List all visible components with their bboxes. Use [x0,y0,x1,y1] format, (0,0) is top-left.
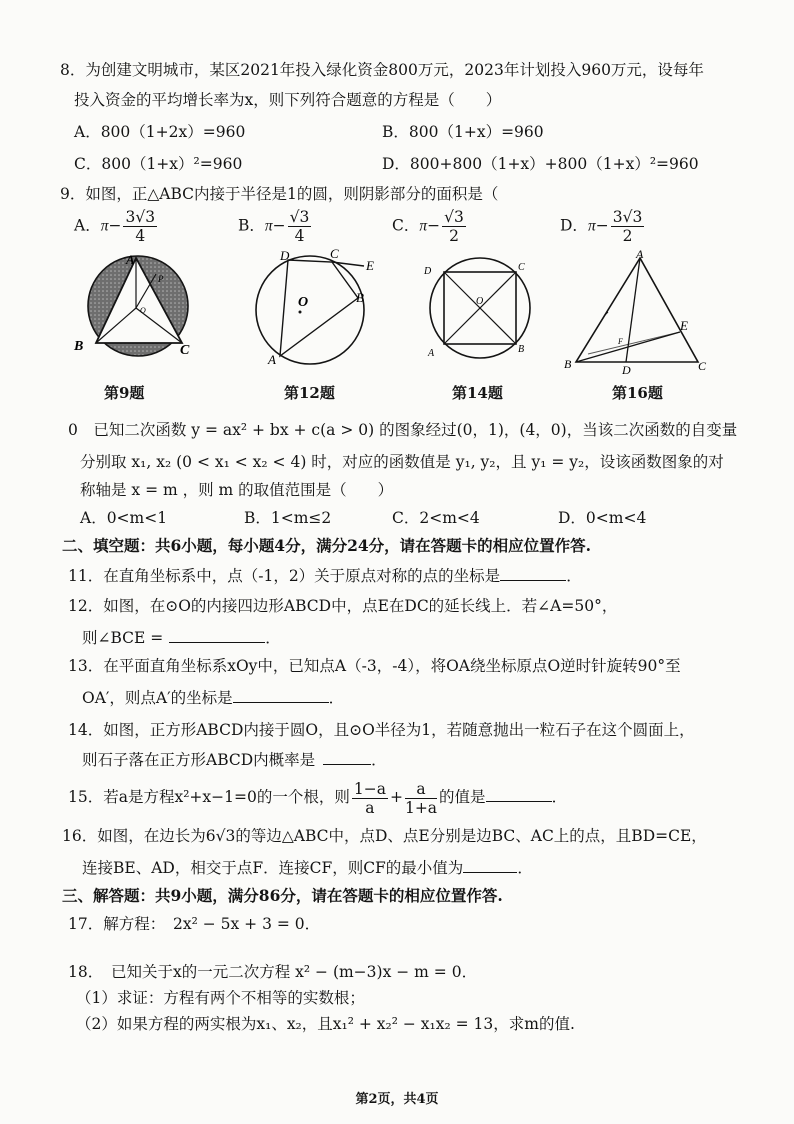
q12-text: 则∠BCE = [82,629,164,647]
section-3-heading: 三、解答题：共9小题，满分86分，请在答题卡的相应位置作答. [62,886,503,905]
q11-period: ． [566,567,582,585]
figure-9-caption: 第9题 [104,384,145,402]
q8-stem-line2: 投入资金的平均增长率为x，则下列符合题意的方程是（ ） [74,91,502,109]
q10-option-a: A．0<m<1 [80,509,168,527]
q16-line2 [82,856,533,878]
q14-period: ． [371,751,387,769]
fig16-label-a: A [636,250,644,261]
q9-option-c-label: C． [392,216,420,235]
fig9-label-p: P [158,274,164,284]
fig12-label-b: B [356,290,364,305]
q14-answer-blank [323,748,371,765]
q16-period: ． [517,859,533,877]
fig12-label-a: A [268,352,276,367]
fraction-numerator: 3√3 [125,208,156,226]
q13-answer-blank [233,686,329,703]
q12-period: ． [265,629,281,647]
fraction-denominator: 4 [294,227,305,245]
q8-option-c: C．800（1+x）²=960 [74,155,243,173]
fig16-label-e: E [680,318,688,333]
fig12-circle [256,256,364,364]
fig16-label-c: C [698,359,707,373]
minus-sign: − [272,216,286,235]
q10-stem-line3: 称轴是 x = m ，则 m 的取值范围是（ ） [80,481,394,499]
fraction-denominator: 2 [622,227,633,245]
fraction-denominator: 1+a [404,798,438,817]
q13-line1: 13．在平面直角坐标系xOy中，已知点A（-3，-4），将OA绕坐标原点O逆时针旋转90°至 [68,657,681,675]
fraction-numerator: 1−a [353,779,386,798]
q18-part1: （1）求证：方程有两个不相等的实数根； [76,989,365,1007]
q8-option-a: A．800（1+2x）=960 [74,123,246,141]
fraction-denominator: a [365,798,375,817]
page-footer: 第2页，共4页 [355,1092,439,1107]
q16-line1: 16．如图，在边长为6√3的等边△ABC中，点D、点E分别是边BC、AC上的点，且BD=CE， [62,827,707,845]
q9-option-a-label: A． [74,216,101,235]
fig14-label-b: B [518,344,525,355]
figure-16-caption: 第16题 [612,384,663,402]
figure-14-caption: 第14题 [452,384,503,402]
minus-sign: − [108,216,122,235]
section-2-heading: 二、填空题：共6小题，每小题4分，满分24分，请在答题卡的相应位置作答. [62,536,592,555]
fig16-label-f: F [618,337,623,346]
fraction-denominator: 4 [135,227,146,245]
q8-option-d: D．800+800（1+x）+800（1+x）²=960 [382,155,699,173]
minus-sign: − [595,216,609,235]
q10-option-b: B．1<m≤2 [244,509,332,527]
q12-line2 [82,626,281,648]
q15-text: 15．若a是方程x²+x−1=0的一个根，则 [68,788,350,806]
q15-text-end: 的值是 [439,788,486,806]
figure-12 [244,248,384,372]
q10-option-c: C．2<m<4 [392,509,480,527]
fig16-triangle [576,258,698,362]
q11-text: 11．在直角坐标系中，点（-1，2）关于原点对称的点的坐标是 [68,567,501,585]
q14-line2 [82,748,387,770]
q12-answer-blank [169,626,265,643]
q18-line1: 18． 已知关于x的一元二次方程 x² − (m−3)x − m = 0． [68,963,478,981]
q9-option-d [560,208,646,245]
fig12-label-e: E [366,258,374,273]
q9-stem: 9．如图，正△ABC内接于半径是1的圆，则阴影部分的面积是（ [60,185,499,203]
fig14-label-d: D [424,266,432,277]
plus-sign: + [389,788,403,806]
pi-symbol: π [419,217,428,235]
fraction-denominator: 2 [449,227,459,245]
q15-fraction-1 [352,780,388,817]
q13-period: ． [328,689,345,707]
fig12-label-c: C [330,248,339,261]
fig14-label-a: A [428,348,435,359]
fraction-numerator: a [405,780,437,799]
fig14-label-c: C [518,262,525,273]
fig16-label-b: B [564,357,572,371]
q9-option-c [392,208,468,245]
q13-text: OA′，则点A′的坐标是 [82,689,233,707]
q18-part2: （2）如果方程的两实根为x₁、x₂，且x₁² + x₂² − x₁x₂ = 13，求m的值. [76,1015,575,1033]
q17: 17．解方程： 2x² − 5x + 3 = 0． [68,915,321,933]
fig9-label-b: B [74,339,84,354]
q8-option-b: B．800（1+x）=960 [382,123,544,141]
figure-14 [418,254,542,366]
q9-option-a [74,208,159,245]
figure-12-caption: 第12题 [284,384,335,402]
q15-answer-blank [486,785,552,802]
q10-option-d: D．0<m<4 [558,509,647,527]
pi-symbol: π [100,217,109,235]
q11 [68,564,582,586]
pi-symbol: π [587,217,596,235]
fraction-numerator: √3 [289,208,310,226]
q10-stem-line2: 分别取 x₁, x₂ (0 < x₁ < x₂ < 4) 时，对应的函数值是 y₁, y₂，且 y₁ = y₂，设该函数图象的对 [80,453,724,471]
q9-option-b [238,208,313,245]
fraction-numerator: √3 [444,208,464,226]
fig12-label-o: O [298,295,309,310]
pi-symbol: π [264,217,273,235]
q9-option-d-label: D． [560,216,588,235]
q9-c-fraction [442,208,466,245]
q16-answer-blank [463,856,517,873]
fig14-label-o: O [476,296,484,307]
q12-line1: 12．如图，在⊙O的内接四边形ABCD中，点E在DC的延长线上．若∠A=50°， [68,597,618,615]
q15 [68,778,567,817]
q13-line2 [82,686,344,708]
q15-period: ． [551,788,568,806]
fraction-numerator: 3√3 [612,208,643,226]
q9-b-fraction [288,208,312,245]
fig16-label-d: D [622,363,631,376]
fig12-quadrilateral [280,260,358,356]
q14-line1: 14．如图，正方形ABCD内接于圆O，且⊙O半径为1，若随意抛出一粒石子在这个圆面上， [68,721,695,739]
minus-sign: − [427,216,441,235]
q16-text: 连接BE、AD，相交于点F．连接CF，则CF的最小值为 [82,859,464,877]
fig9-label-c: C [180,343,190,358]
q9-a-fraction [123,208,157,245]
q9-d-fraction [611,208,645,245]
fig12-label-d: D [280,248,290,263]
figure-9 [70,250,200,362]
q15-fraction-2 [405,780,437,817]
figure-16 [560,250,710,376]
q14-text: 则石子落在正方形ABCD内概率是 [82,751,316,769]
q11-answer-blank [500,564,566,581]
fig9-label-o: O [140,306,146,315]
q10-stem-line1: 0 已知二次函数 y = ax² + bx + c(a > 0) 的图象经过(0，1)，(4，0)，当该二次函数的自变量 [68,421,738,439]
fig9-label-a: A [126,252,135,267]
q8-stem-line1: 8．为创建文明城市，某区2021年投入绿化资金800万元，2023年计划投入960万元，设每年 [60,61,704,79]
q9-option-b-label: B． [238,216,265,235]
